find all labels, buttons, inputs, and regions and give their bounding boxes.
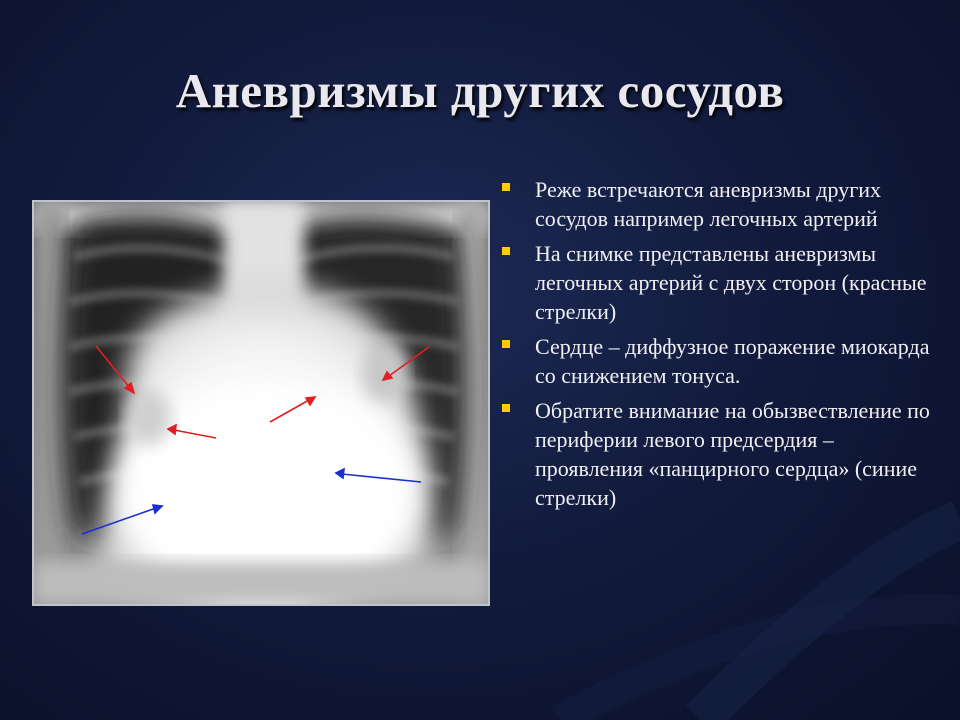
bullet-text: Обратите внимание на обызвествление по периферии левого предсердия – проявления «панцирного сердца» (синие стрелки) xyxy=(535,398,930,510)
bullet-square-icon xyxy=(502,183,510,191)
bullet-item xyxy=(498,396,938,512)
bullet-text: Сердце – диффузное поражение миокарда со снижением тонуса. xyxy=(535,334,930,388)
bullet-item xyxy=(498,239,938,326)
bullet-square-icon xyxy=(502,247,510,255)
bullet-text: Реже встречаются аневризмы других сосудов например легочных артерий xyxy=(535,177,881,231)
slide-title: Аневризмы других сосудов xyxy=(175,63,785,118)
bullet-item xyxy=(498,175,938,233)
bullet-square-icon xyxy=(502,340,510,348)
bullet-square-icon xyxy=(502,404,510,412)
bullet-item xyxy=(498,332,938,390)
bullet-text: На снимке представлены аневризмы легочных артерий с двух сторон (красные стрелки) xyxy=(535,241,927,324)
chest-xray-image xyxy=(32,200,490,606)
bullet-list xyxy=(498,175,938,518)
